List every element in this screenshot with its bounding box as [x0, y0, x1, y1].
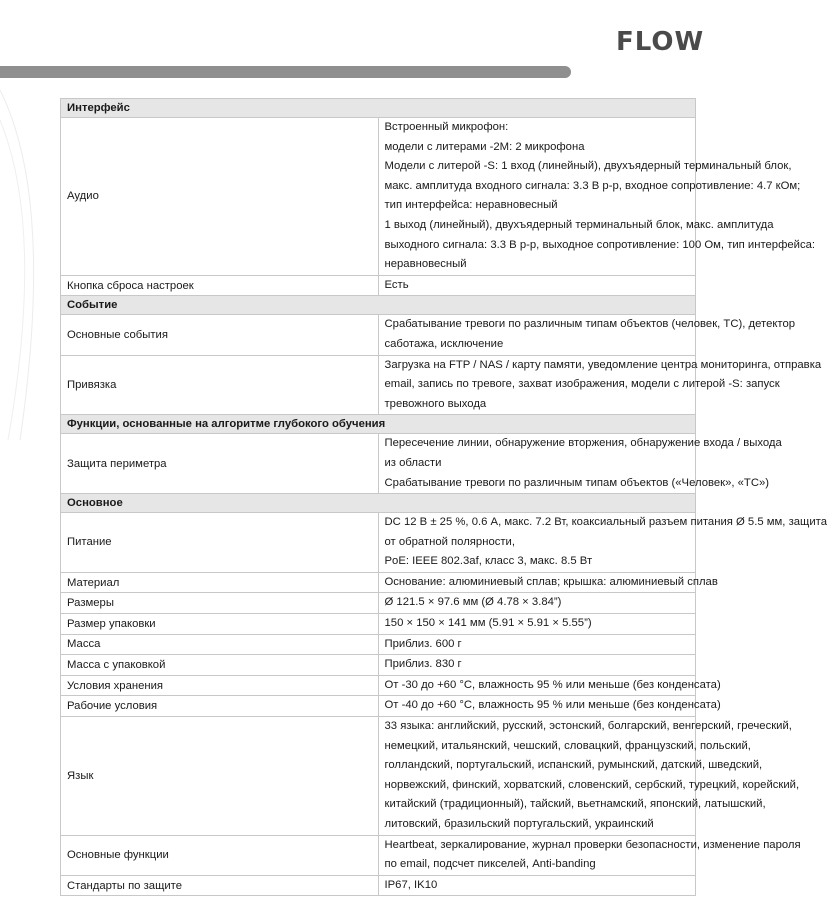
value-line: тип интерфейса: неравновесный — [384, 199, 558, 212]
row-label: Размеры — [61, 593, 379, 614]
value-line: Heartbeat, зеркалирование, журнал проверки безопасности, изменение пароля — [384, 838, 801, 851]
row-label: Основные события — [61, 315, 379, 355]
row-label: Питание — [61, 513, 379, 573]
decorative-curves — [0, 80, 60, 440]
table-row — [61, 572, 696, 593]
section-header — [61, 494, 696, 513]
spec-table — [60, 98, 827, 896]
row-value — [378, 275, 696, 296]
value-line: Основание: алюминиевый сплав; крышка: алюминиевый сплав — [384, 575, 718, 588]
section-title: Функции, основанные на алгоритме глубокого обучения — [61, 415, 696, 434]
row-label: Язык — [61, 717, 379, 836]
row-label: Кнопка сброса настроек — [61, 275, 379, 296]
value-line: саботажа, исключение — [384, 337, 504, 350]
row-value — [378, 634, 696, 655]
row-label: Привязка — [61, 355, 379, 415]
table-row — [61, 275, 696, 296]
value-line: email, запись по тревоге, захват изображения, модели с литерой -S: запуск — [384, 378, 780, 391]
table-row — [61, 655, 696, 676]
value-line: Срабатывание тревоги по различным типам объектов (человек, ТС), детектор — [384, 318, 796, 331]
value-line: по email, подсчет пикселей, Anti-banding — [384, 858, 596, 871]
value-line: модели с литерами -2M: 2 микрофона — [384, 140, 585, 153]
value-line: из области — [384, 456, 442, 469]
value-line: от обратной полярности, — [384, 535, 515, 548]
value-line: PoE: IEEE 802.3af, класс 3, макс. 8.5 Вт — [384, 555, 593, 568]
table-row — [61, 675, 696, 696]
table-row — [61, 634, 696, 655]
row-value — [378, 315, 796, 355]
row-label: Рабочие условия — [61, 696, 379, 717]
value-line: китайский (традиционный), тайский, вьетнамский, японский, латышский, — [384, 798, 766, 811]
value-line: голландский, португальский, испанский, румынский, датский, шведский, — [384, 759, 763, 772]
value-line: 33 языка: английский, русский, эстонский, болгарский, венгерский, греческий, — [384, 720, 792, 733]
row-label: Масса — [61, 634, 379, 655]
row-label: Основные функции — [61, 835, 379, 875]
row-value — [378, 355, 822, 415]
header-bar — [0, 66, 571, 78]
row-value — [378, 675, 721, 696]
row-label: Условия хранения — [61, 675, 379, 696]
row-label: Защита периметра — [61, 434, 379, 494]
value-line: литовский, бразильский португальский, украинский — [384, 818, 654, 830]
value-line: Встроенный микрофон: — [384, 121, 509, 133]
value-line: выходного сигнала: 3.3 В р-р, выходное сопротивление: 100 Ом, тип интерфейса: — [384, 238, 816, 251]
row-value — [378, 434, 782, 494]
section-header — [61, 415, 696, 434]
row-value — [378, 513, 827, 573]
value-line: От -30 до +60 °C, влажность 95 % или меньше (без конденсата) — [384, 678, 721, 691]
section-title: Событие — [61, 296, 696, 315]
value-line: немецкий, итальянский, чешский, словацкий, французский, польский, — [384, 739, 751, 752]
row-label: Масса с упаковкой — [61, 655, 379, 676]
value-line: Ø 121.5 × 97.6 мм (Ø 4.78 × 3.84”) — [384, 596, 562, 609]
row-value — [378, 835, 801, 875]
value-line: Загрузка на FTP / NAS / карту памяти, уведомление центра мониторинга, отправка — [384, 358, 822, 371]
section-header — [61, 99, 696, 118]
row-label: Размер упаковки — [61, 614, 379, 635]
value-line: Срабатывание тревоги по различным типам объектов («Человек», «ТС») — [384, 476, 770, 489]
table-row — [61, 434, 696, 494]
value-line: Приблиз. 600 г — [384, 637, 462, 650]
row-value — [378, 875, 696, 896]
value-line: От -40 до +60 °C, влажность 95 % или меньше (без конденсата) — [384, 699, 721, 712]
row-label: Аудио — [61, 118, 379, 276]
table-row — [61, 835, 696, 875]
section-header — [61, 296, 696, 315]
table-row — [61, 875, 696, 896]
row-value — [378, 614, 696, 635]
value-line: Пересечение линии, обнаружение вторжения, обнаружение входа / выхода — [384, 437, 782, 450]
table-row — [61, 118, 696, 276]
row-label: Стандарты по защите — [61, 875, 379, 896]
table-row — [61, 614, 696, 635]
value-line: 150 × 150 × 141 мм (5.91 × 5.91 × 5.55”) — [384, 617, 592, 630]
row-value — [378, 118, 816, 276]
brand-logo: FLOW — [616, 27, 705, 57]
value-line: Есть — [384, 278, 409, 291]
value-line: DC 12 В ± 25 %, 0.6 А, макс. 7.2 Вт, коаксиальный разъем питания Ø 5.5 мм, защита — [384, 516, 827, 529]
value-line: тревожного выхода — [384, 397, 487, 410]
table-row — [61, 355, 696, 415]
table-row — [61, 717, 696, 836]
section-title: Интерфейс — [61, 99, 696, 118]
table-row — [61, 696, 696, 717]
table-row — [61, 593, 696, 614]
row-value — [378, 696, 721, 717]
row-value — [378, 655, 696, 676]
section-title: Основное — [61, 494, 696, 513]
value-line: Модели с литерой -S: 1 вход (линейный), двухъядерный терминальный блок, — [384, 160, 792, 173]
row-value — [378, 593, 696, 614]
table-row — [61, 315, 696, 355]
value-line: макс. амплитуда входного сигнала: 3.3 В р-р, входное сопротивление: 4.7 кОм; — [384, 179, 801, 192]
row-label: Материал — [61, 572, 379, 593]
row-value — [378, 717, 800, 836]
value-line: Приблиз. 830 г — [384, 658, 462, 671]
value-line: норвежский, финский, хорватский, словенский, сербский, турецкий, корейский, — [384, 778, 800, 791]
table-row — [61, 513, 696, 573]
value-line: 1 выход (линейный), двухъядерный терминальный блок, макс. амплитуда — [384, 218, 774, 231]
value-line: IP67, IK10 — [384, 878, 438, 891]
row-value — [378, 572, 718, 593]
value-line: неравновесный — [384, 258, 467, 271]
